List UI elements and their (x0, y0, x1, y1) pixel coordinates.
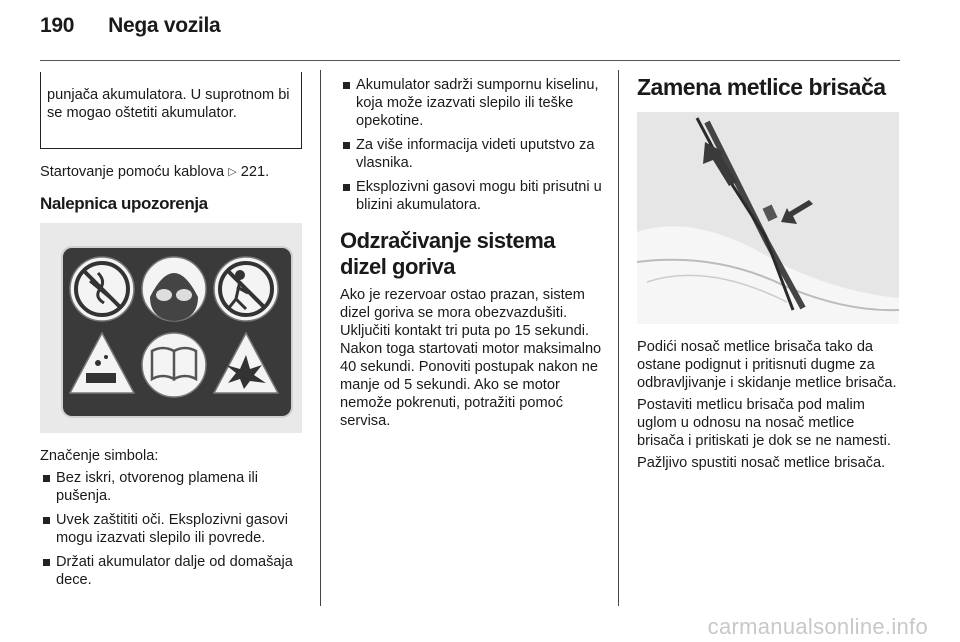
eye-protection-icon (142, 257, 206, 321)
battery-warning-list (340, 76, 602, 214)
warning-box-text: punjača akumulatora. U suprotnom bi se mogao oštetiti akumulator. (47, 87, 290, 121)
diesel-bleeding-heading: Odzračivanje sistema dizel goriva (340, 228, 556, 279)
diesel-bleeding-text: Ako je rezervoar ostao prazan, sistem dizel goriva se mora obezvazdušiti. Uključiti kontakt tri puta po 15 sekundi. Nakon toga startovati motor maksimalno 40 sekundi. Ponoviti postupak nakon ne manje od 5 sekundi. Ako se motor nemože pokrenuti, potražiti pomoć servisa. (340, 287, 602, 429)
manual-icon (142, 333, 206, 397)
release-button-arrow-icon (781, 200, 813, 224)
warning-box (40, 72, 302, 149)
no-fire-icon (70, 257, 134, 321)
jump-start-link[interactable]: 221. (240, 164, 270, 180)
wiper-figure (637, 112, 899, 324)
column-3 (637, 74, 899, 476)
wiper-para-1: Podići nosač metlice brisača tako da ostane podignut i pritisnuti dugme za odbravljivanje i skidanje metlice brisača. (637, 339, 897, 391)
list-item: Uvek zaštititi oči. Eksplozivni gasovi mogu izazvati slepilo ili povrede. (40, 511, 302, 547)
header-rule (40, 60, 900, 61)
watermark: carmanualsonline.info (707, 614, 928, 639)
column-divider-2 (618, 70, 619, 606)
warning-label-illustration (40, 223, 302, 433)
wiper-heading: Zamena metlice brisača (637, 74, 886, 100)
warning-label-figure (40, 223, 302, 433)
wiper-para-3: Pažljivo spustiti nosač metlice brisača. (637, 455, 886, 471)
list-item: Bez iskri, otvorenog plamena ili pušenja. (40, 469, 302, 505)
page-number: 190 (40, 14, 75, 37)
wiper-illustration (637, 112, 899, 324)
symbols-intro: Značenje simbola: (40, 448, 159, 464)
list-item: Eksplozivni gasovi mogu biti prisutni u blizini akumulatora. (340, 178, 602, 214)
jump-start-text: Startovanje pomoću kablova (40, 164, 225, 180)
page-reference-icon: ▷ (228, 166, 237, 178)
section-title: Nega vozila (108, 14, 221, 37)
jump-start-line (40, 163, 302, 181)
list-item: Akumulator sadrži sumpornu kiselinu, koja može izazvati slepilo ili teške opekotine. (340, 76, 602, 130)
symbol-list (40, 469, 302, 589)
keep-children-away-icon (214, 257, 278, 321)
list-item: Za više informacija videti uputstvo za vlasnika. (340, 136, 602, 172)
column-1 (40, 72, 302, 595)
column-divider-1 (320, 70, 321, 606)
column-2 (340, 76, 602, 434)
warning-label-heading: Nalepnica upozorenja (40, 194, 208, 213)
wiper-para-2: Postaviti metlicu brisača pod malim uglom u odnosu na nosač metlice brisača i pritiskati je dok se ne namesti. (637, 397, 891, 449)
list-item: Držati akumulator dalje od domašaja dece. (40, 553, 302, 589)
page-header (40, 14, 220, 38)
